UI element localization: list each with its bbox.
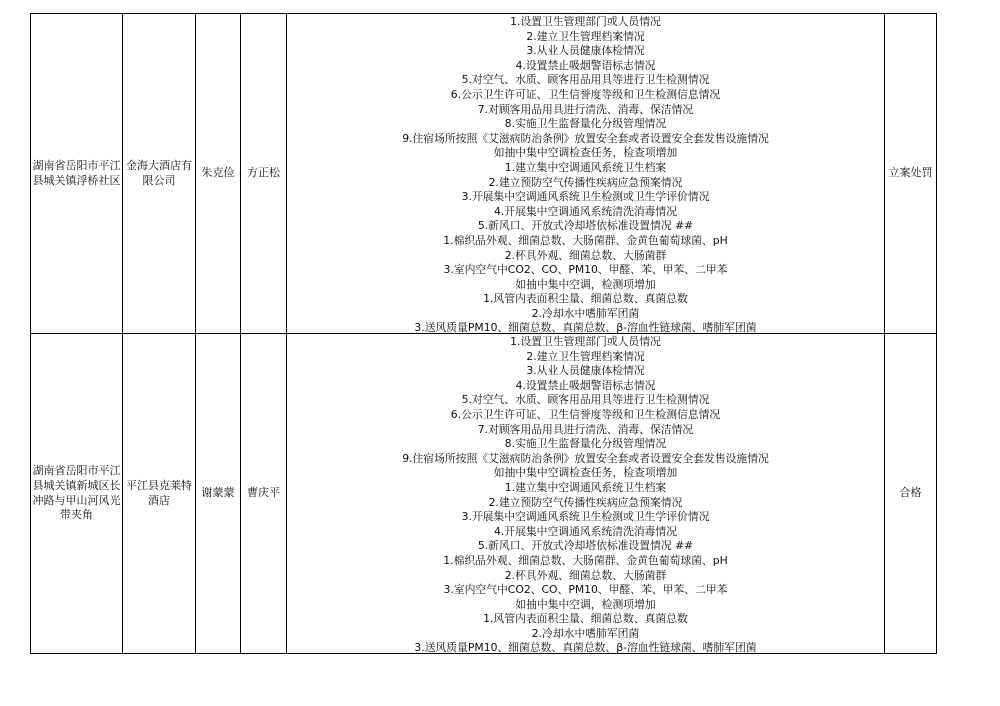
inspection-item: 1.棉织品外观、细菌总数、大肠菌群、金黄色葡萄球菌、pH xyxy=(443,553,728,567)
inspection-item: 4.设置禁止吸烟警语标志情况 xyxy=(515,378,656,392)
inspection-item: 3.室内空气中CO2、CO、PM10、甲醛、苯、甲苯、二甲苯 xyxy=(443,263,728,277)
inspection-items-cell xyxy=(287,14,885,334)
inspection-item: 如抽中集中空调，检测项增加 xyxy=(515,597,656,611)
inspection-item: 4.设置禁止吸烟警语标志情况 xyxy=(515,58,656,72)
inspection-item: 3.室内空气中CO2、CO、PM10、甲醛、苯、甲苯、二甲苯 xyxy=(443,583,728,597)
inspection-item: 2.冷却水中嗜肺军团菌 xyxy=(531,626,640,640)
unit-name-cell: 金海大酒店有限公司 xyxy=(123,14,196,334)
inspection-item: 9.住宿场所按照《艾滋病防治条例》放置安全套或者设置安全套发售设施情况 xyxy=(402,131,769,145)
inspection-item: 1.设置卫生管理部门或人员情况 xyxy=(510,335,661,348)
inspection-item: 1.风管内表面积尘量、细菌总数、真菌总数 xyxy=(483,292,688,306)
table-row xyxy=(31,334,937,654)
inspection-item: 2.建立卫生管理档案情况 xyxy=(526,349,645,363)
inspection-item: 4.开展集中空调通风系统清洗消毒情况 xyxy=(493,524,678,538)
inspection-item: 7.对顾客用品用具进行清洗、消毒、保洁情况 xyxy=(477,102,694,116)
inspection-item: 5.新风口、开放式冷却塔依标准设置情况 ## xyxy=(477,539,694,553)
inspection-item: 3.送风质量PM10、细菌总数、真菌总数、β-溶血性链球菌、嗜肺军团菌 xyxy=(414,641,757,653)
inspection-item: 4.开展集中空调通风系统清洗消毒情况 xyxy=(493,204,678,218)
legal-person-cell: 朱克俭 xyxy=(196,14,241,334)
inspection-item: 2.建立卫生管理档案情况 xyxy=(526,29,645,43)
inspection-item: 2.建立预防空气传播性疾病应急预案情况 xyxy=(488,495,683,509)
inspection-item: 5.对空气、水质、顾客用品用具等进行卫生检测情况 xyxy=(461,73,710,87)
inspection-item: 5.对空气、水质、顾客用品用具等进行卫生检测情况 xyxy=(461,393,710,407)
inspection-item: 2.冷却水中嗜肺军团菌 xyxy=(531,306,640,320)
inspection-item: 如抽中集中空调，检测项增加 xyxy=(515,277,656,291)
inspection-item: 2.杯具外观、细菌总数、大肠菌群 xyxy=(504,568,667,582)
result-cell: 合格 xyxy=(885,334,937,654)
address-cell: 湖南省岳阳市平江县城关镇浮桥社区 xyxy=(31,14,123,334)
inspection-items-cell xyxy=(287,334,885,654)
inspection-item: 8.实施卫生监督量化分级管理情况 xyxy=(504,117,667,131)
inspection-item: 1.棉织品外观、细菌总数、大肠菌群、金黄色葡萄球菌、pH xyxy=(443,233,728,247)
inspection-item: 3.从业人员健康体检情况 xyxy=(526,44,645,58)
inspection-items-list xyxy=(287,334,884,653)
inspection-item: 1.建立集中空调通风系统卫生档案 xyxy=(504,160,667,174)
inspector-cell: 方正松 xyxy=(241,14,287,334)
inspection-item: 如抽中集中空调检查任务，检查项增加 xyxy=(493,466,678,480)
inspection-item: 6.公示卫生许可证、卫生信誉度等级和卫生检测信息情况 xyxy=(450,407,721,421)
unit-name-cell: 平江县克莱特酒店 xyxy=(123,334,196,654)
inspection-item: 7.对顾客用品用具进行清洗、消毒、保洁情况 xyxy=(477,422,694,436)
inspection-item: 3.开展集中空调通风系统卫生检测或卫生学评价情况 xyxy=(461,190,710,204)
inspection-item: 3.送风质量PM10、细菌总数、真菌总数、β-溶血性链球菌、嗜肺军团菌 xyxy=(414,321,757,333)
table-row xyxy=(31,14,937,334)
inspection-table xyxy=(30,13,937,654)
inspection-item: 2.杯具外观、细菌总数、大肠菌群 xyxy=(504,248,667,262)
inspection-item: 9.住宿场所按照《艾滋病防治条例》放置安全套或者设置安全套发售设施情况 xyxy=(402,451,769,465)
inspection-item: 5.新风口、开放式冷却塔依标准设置情况 ## xyxy=(477,219,694,233)
inspection-item: 2.建立预防空气传播性疾病应急预案情况 xyxy=(488,175,683,189)
inspection-item: 6.公示卫生许可证、卫生信誉度等级和卫生检测信息情况 xyxy=(450,87,721,101)
inspector-cell: 曹庆平 xyxy=(241,334,287,654)
address-cell: 湖南省岳阳市平江县城关镇新城区长冲路与甲山河风光带夹角 xyxy=(31,334,123,654)
inspection-item: 3.开展集中空调通风系统卫生检测或卫生学评价情况 xyxy=(461,510,710,524)
inspection-item: 1.风管内表面积尘量、细菌总数、真菌总数 xyxy=(483,612,688,626)
inspection-items-list xyxy=(287,14,884,333)
inspection-item: 1.设置卫生管理部门或人员情况 xyxy=(510,15,661,28)
inspection-item: 如抽中集中空调检查任务，检查项增加 xyxy=(493,146,678,160)
result-cell: 立案处罚 xyxy=(885,14,937,334)
inspection-item: 8.实施卫生监督量化分级管理情况 xyxy=(504,437,667,451)
inspection-item: 1.建立集中空调通风系统卫生档案 xyxy=(504,480,667,494)
legal-person-cell: 谢蒙蒙 xyxy=(196,334,241,654)
inspection-item: 3.从业人员健康体检情况 xyxy=(526,364,645,378)
